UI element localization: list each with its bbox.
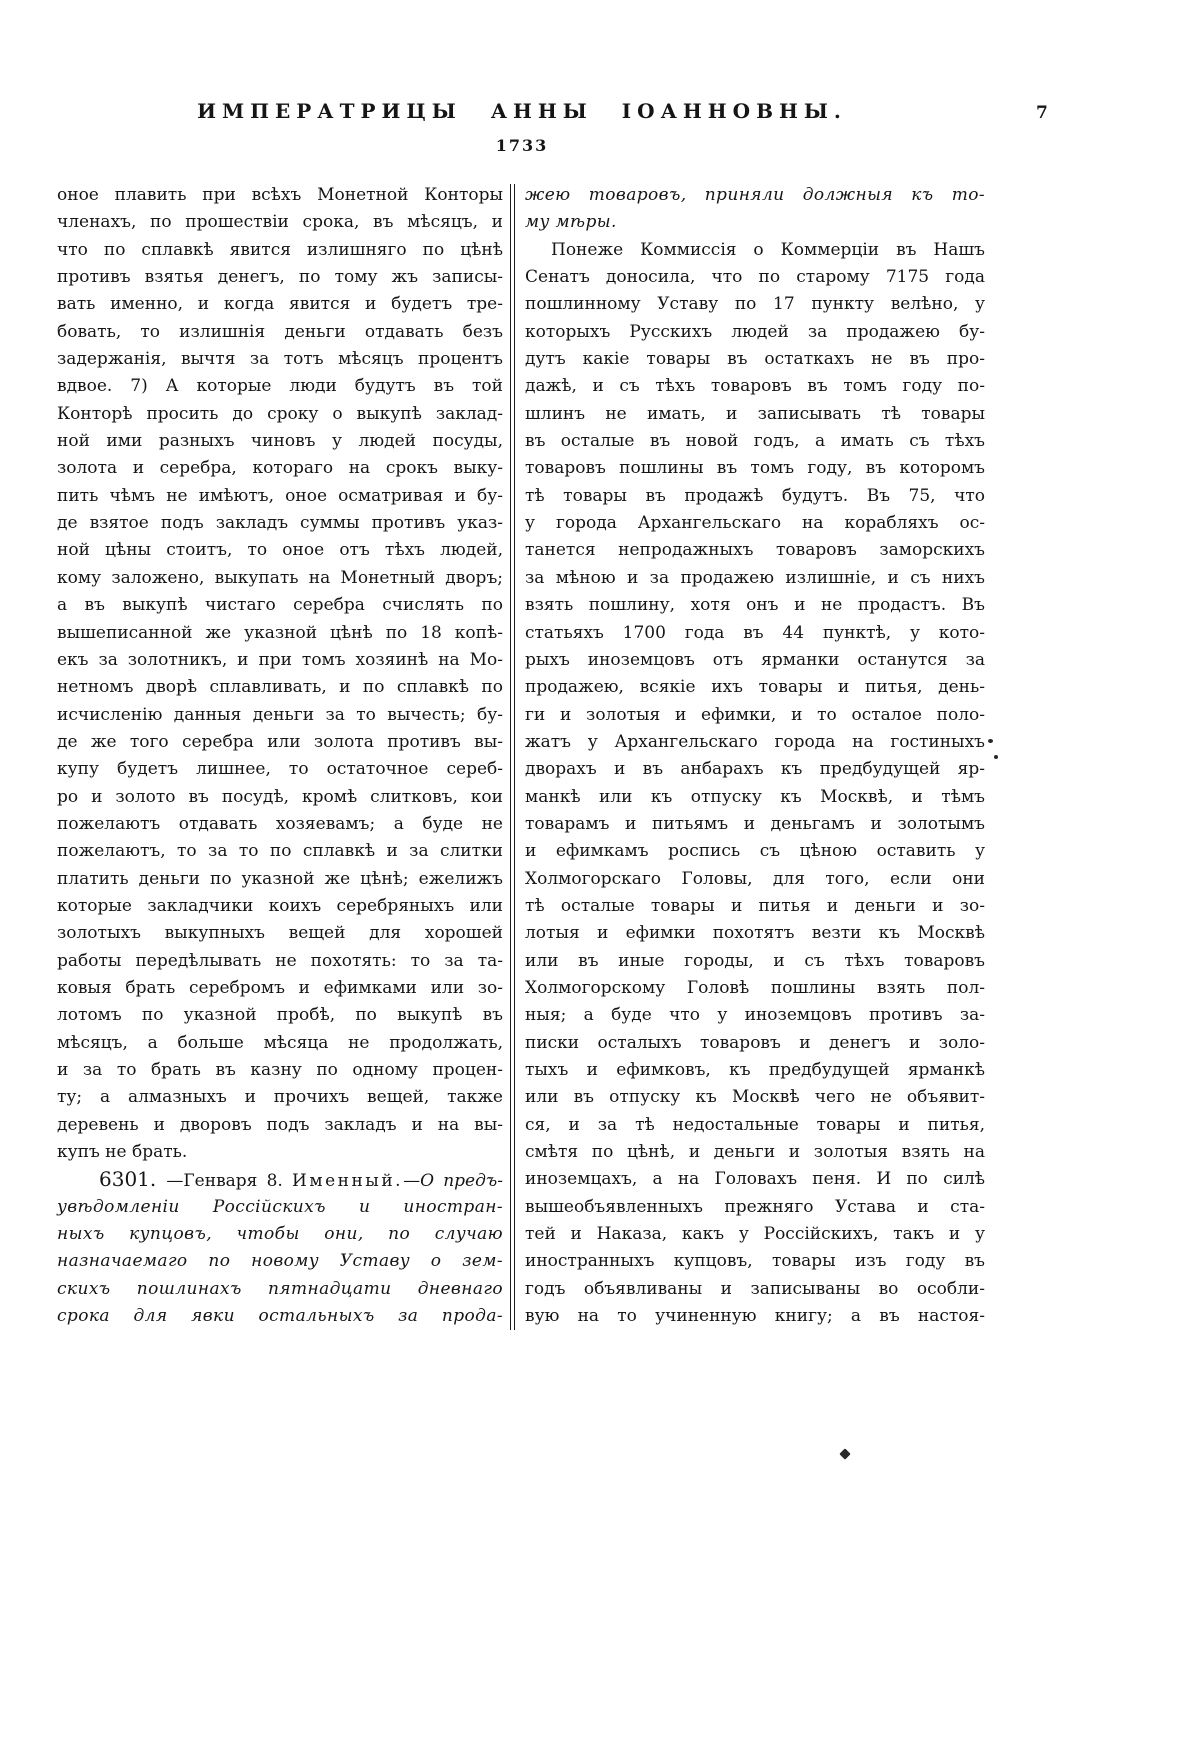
text-line: жатъ у Архангельскаго города на гостиныхъ <box>525 731 985 752</box>
text-line: рыхъ иноземцовъ отъ ярманки останутся за <box>525 649 985 670</box>
text-line: купу будетъ лишнее, то остаточное сереб- <box>57 759 503 780</box>
text-line: ной ими разныхъ чиновъ у людей посуды, <box>57 431 503 452</box>
text-line: ги и золотыя и ефимки, и то осталое поло- <box>525 704 985 725</box>
text-line: тыхъ и ефимковъ, къ предбудущей ярманкѣ <box>525 1060 985 1080</box>
text-line: Холмогорскому Головѣ пошлины взять пол- <box>525 977 985 998</box>
text-line: танется непродажныхъ товаровъ заморскихъ <box>525 540 985 561</box>
text-line: дутъ какіе товары въ остаткахъ не въ про- <box>525 349 985 370</box>
text-line: Сенатъ доносила, что по старому 7175 года <box>525 267 985 288</box>
text-line: му мѣры. <box>525 212 617 233</box>
text-line: Холмогорскаго Головы, для того, если они <box>525 868 985 889</box>
text-line: продажею, всякіе ихъ товары и питья, день- <box>525 677 985 698</box>
text-line: золота и серебра, котораго на срокъ выку- <box>57 458 503 479</box>
text-line: и за то брать въ казну по одному процен- <box>57 1060 503 1080</box>
text-line: назначаемаго по новому Уставу о зем- <box>57 1251 503 1272</box>
text-segment: 6301. <box>99 1167 167 1192</box>
text-line: деревень и дворовъ подъ закладъ и на вы- <box>57 1114 503 1135</box>
text-line: пожелаютъ отдавать хозяевамъ; а буде не <box>57 813 503 834</box>
text-line: или въ иные городы, и съ тѣхъ товаровъ <box>525 950 985 971</box>
text-line: скихъ пошлинахъ пятнадцати дневнаго <box>57 1278 503 1299</box>
text-line: пошлинному Уставу по 17 пункту велѣно, у <box>525 294 985 315</box>
text-line: нетномъ дворѣ сплавливать, и по сплавкѣ по <box>57 677 503 698</box>
text-line: а въ выкупѣ чистаго серебра счислять по <box>57 595 503 616</box>
text-line: купъ не брать. <box>57 1142 188 1163</box>
text-line: Конторѣ просить до сроку о выкупѣ заклад- <box>57 403 503 424</box>
text-line: задержанія, вычтя за тотъ мѣсяцъ процентъ <box>57 349 503 370</box>
ink-speck <box>839 1448 850 1459</box>
text-line: и ефимкамъ роспись съ цѣною оставить у <box>525 841 985 862</box>
text-line: манкѣ или къ отпуску къ Москвѣ, и тѣмъ <box>525 786 985 807</box>
text-line: членахъ, по прошествіи срока, въ мѣсяцъ, и <box>57 212 503 233</box>
page-number: 7 <box>1036 103 1048 123</box>
text-line: жею товаровъ, приняли должныя къ то- <box>525 185 985 205</box>
text-line: оное плавить при всѣхъ Монетной Конторы <box>57 185 503 205</box>
text-line: у города Архангельскаго на корабляхъ ос- <box>525 513 985 534</box>
text-line: екъ за золотникъ, и при томъ хозяинѣ на Мо- <box>57 649 503 670</box>
right-column <box>525 182 985 1330</box>
text-line: вать именно, и когда явится и будетъ тре- <box>57 294 503 315</box>
text-line: вышеобъявленныхъ прежняго Устава и ста- <box>525 1196 985 1217</box>
left-column <box>57 182 503 1330</box>
text-line: шлинъ не имать, и записывать тѣ товары <box>525 403 985 424</box>
text-line: вышеписанной же указной цѣнѣ по 18 копѣ- <box>57 622 503 643</box>
text-line: золотыхъ выкупныхъ вещей для хорошей <box>57 923 503 944</box>
text-line: дажѣ, и съ тѣхъ товаровъ въ томъ году по- <box>525 376 985 397</box>
text-line: иностранныхъ купцовъ, товары изъ году въ <box>525 1251 985 1272</box>
text-line: тей и Наказа, какъ у Россійскихъ, такъ и у <box>525 1224 985 1245</box>
text-line: статьяхъ 1700 года въ 44 пунктѣ, у кото- <box>525 622 985 643</box>
ink-speck <box>988 739 993 743</box>
text-line: ной цѣны стоитъ, то оное отъ тѣхъ людей, <box>57 540 503 561</box>
text-line: пожелаютъ, то за то по сплавкѣ и за слитки <box>57 841 503 862</box>
text-line: взять пошлину, хотя онъ и не продастъ. Въ <box>525 595 985 616</box>
text-line: работы передѣлывать не похотять: то за та- <box>57 950 503 971</box>
text-line: де же того серебра или золота противъ вы- <box>57 731 503 752</box>
text-line: ковыя брать серебромъ и ефимками или зо- <box>57 977 503 998</box>
text-line: исчисленію данныя деньги за то вычесть; бу- <box>57 704 503 725</box>
text-line: товаровъ пошлины въ томъ году, въ которомъ <box>525 458 985 479</box>
text-line: годъ объявливаны и записываны во особли- <box>525 1278 985 1299</box>
text-line <box>57 1166 503 1193</box>
text-line: иноземцахъ, а на Головахъ пеня. И по силѣ <box>525 1169 985 1190</box>
text-line: срока для явки остальныхъ за прода- <box>57 1306 503 1327</box>
text-line: смѣтя по цѣнѣ, и деньги и золотыя взять на <box>525 1142 985 1163</box>
text-segment: Именный. <box>292 1171 404 1192</box>
text-segment: — <box>403 1171 421 1192</box>
text-line: противъ взятья денегъ, по тому жъ записы- <box>57 267 503 288</box>
text-line: что по сплавкѣ явится излишняго по цѣнѣ <box>57 239 503 260</box>
text-line: вдвое. 7) А которые люди будутъ въ той <box>57 376 503 397</box>
text-line: вую на то учиненную книгу; а въ настоя- <box>525 1306 985 1327</box>
ink-speck <box>994 755 998 759</box>
text-line: де взятое подъ закладъ суммы противъ указ- <box>57 513 503 534</box>
text-segment: О предъ- <box>420 1171 503 1192</box>
text-line: бовать, то излишнія деньги отдавать безъ <box>57 321 503 342</box>
text-line: мѣсяцъ, а больше мѣсяца не продолжать, <box>57 1032 503 1053</box>
text-line: дворахъ и въ анбарахъ къ предбудущей яр- <box>525 759 985 780</box>
text-line: или въ отпуску къ Москвѣ чего не объявит- <box>525 1087 985 1108</box>
text-line: ту; а алмазныхъ и прочихъ вещей, также <box>57 1087 503 1108</box>
text-line: тѣ товары въ продажѣ будутъ. Въ 75, что <box>525 485 985 506</box>
text-line: въ осталые въ новой годъ, а имать съ тѣхъ <box>525 431 985 452</box>
text-line: которыхъ Русскихъ людей за продажею бу- <box>525 321 985 342</box>
text-line: ныя; а буде что у иноземцовъ противъ за- <box>525 1005 985 1026</box>
text-line: тѣ осталые товары и питья и деньги и зо- <box>525 895 985 916</box>
text-columns <box>57 182 989 1330</box>
text-line: писки осталыхъ товаровъ и денегъ и золо- <box>525 1032 985 1053</box>
text-line: товарамъ и питьямъ и деньгамъ и золотымъ <box>525 813 985 834</box>
text-line: увѣдомленіи Россійскихъ и иностран- <box>57 1196 503 1217</box>
column-divider <box>510 184 515 1330</box>
text-line: за мѣною и за продажею излишніе, и съ нихъ <box>525 567 985 588</box>
text-segment: —Генваря 8. <box>166 1171 293 1192</box>
text-line: ся, и за тѣ недостальные товары и питья, <box>525 1114 985 1135</box>
year-label: 1733 <box>495 136 549 155</box>
text-line: ныхъ купцовъ, чтобы они, по случаю <box>57 1224 503 1245</box>
text-line: платить деньги по указной же цѣнѣ; ежелижъ <box>57 868 503 889</box>
text-line: лотомъ по указной пробѣ, по выкупѣ въ <box>57 1005 503 1026</box>
text-line: пить чѣмъ не имѣютъ, оное осматривая и бу- <box>57 485 503 506</box>
text-line: лотыя и ефимки похотятъ везти къ Москвѣ <box>525 923 985 944</box>
text-line: кому заложено, выкупать на Монетный дворъ; <box>57 567 503 588</box>
text-line: Понеже Коммиссія о Коммерціи въ Нашъ <box>551 239 985 260</box>
text-line: ро и золото въ посудѣ, кромѣ слитковъ, кои <box>57 786 503 807</box>
running-title: ИМПЕРАТРИЦЫ АННЫ ІОАННОВНЫ. <box>197 99 847 123</box>
text-line: которые закладчики коихъ серебряныхъ или <box>57 895 503 916</box>
